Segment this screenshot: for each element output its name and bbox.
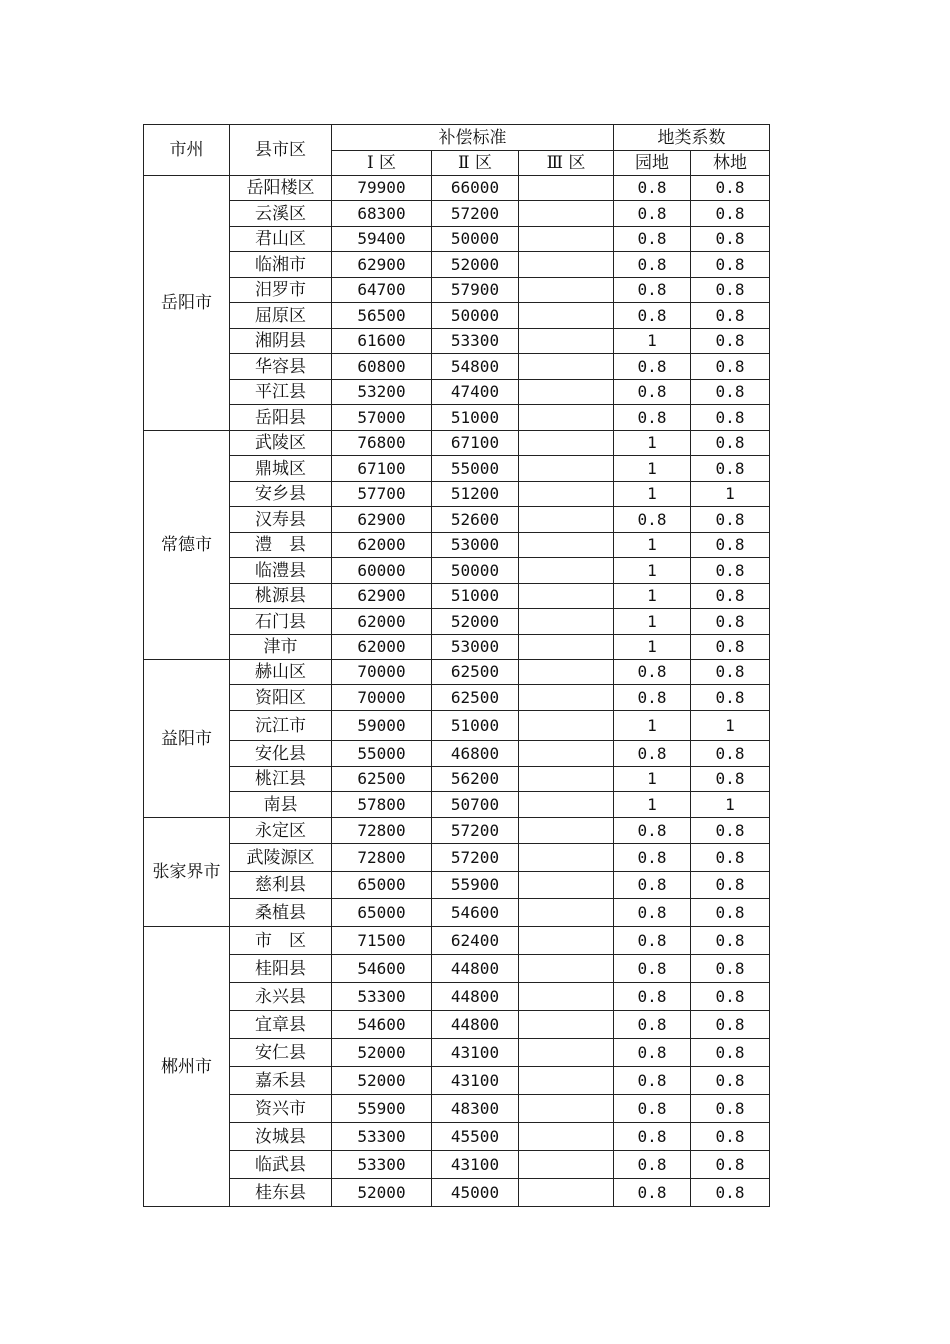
- z1-cell: 62900: [332, 584, 432, 609]
- county-cell: 桃江县: [230, 767, 332, 792]
- z1-cell: 79900: [332, 176, 432, 201]
- garden-cell: 0.8: [614, 227, 691, 252]
- z2-cell: 57200: [432, 844, 519, 872]
- z2-cell: 47400: [432, 380, 519, 405]
- z1-cell: 62900: [332, 507, 432, 533]
- z2-cell: 43100: [432, 1067, 519, 1095]
- forest-cell: 0.8: [691, 685, 770, 711]
- forest-cell: 0.8: [691, 1095, 770, 1123]
- county-cell: 汝城县: [230, 1123, 332, 1151]
- z3-cell: [519, 227, 614, 252]
- z3-cell: [519, 507, 614, 533]
- forest-cell: 0.8: [691, 1011, 770, 1039]
- z3-cell: [519, 660, 614, 685]
- z2-cell: 52000: [432, 252, 519, 278]
- forest-cell: 0.8: [691, 609, 770, 635]
- county-cell: 桃源县: [230, 584, 332, 609]
- forest-cell: 0.8: [691, 818, 770, 844]
- forest-cell: 0.8: [691, 635, 770, 660]
- z2-cell: 57200: [432, 201, 519, 227]
- z1-cell: 61600: [332, 329, 432, 354]
- garden-cell: 0.8: [614, 354, 691, 380]
- z2-cell: 57200: [432, 818, 519, 844]
- garden-cell: 0.8: [614, 1067, 691, 1095]
- z2-cell: 51000: [432, 584, 519, 609]
- z3-cell: [519, 955, 614, 983]
- forest-cell: 0.8: [691, 278, 770, 303]
- forest-cell: 0.8: [691, 227, 770, 252]
- z3-cell: [519, 1067, 614, 1095]
- garden-cell: 0.8: [614, 252, 691, 278]
- z3-cell: [519, 482, 614, 507]
- z1-cell: 54600: [332, 955, 432, 983]
- z1-cell: 53300: [332, 983, 432, 1011]
- z1-cell: 62000: [332, 635, 432, 660]
- z2-cell: 50000: [432, 227, 519, 252]
- table-row: [144, 899, 770, 927]
- table-row: [144, 660, 770, 685]
- table-row: [144, 303, 770, 329]
- table-row: [144, 711, 770, 741]
- z3-cell: [519, 685, 614, 711]
- garden-cell: 0.8: [614, 818, 691, 844]
- forest-cell: 0.8: [691, 533, 770, 558]
- garden-cell: 0.8: [614, 1039, 691, 1067]
- table-row: [144, 927, 770, 955]
- z1-cell: 52000: [332, 1179, 432, 1207]
- garden-cell: 1: [614, 792, 691, 818]
- z2-cell: 55900: [432, 872, 519, 899]
- z1-cell: 57000: [332, 405, 432, 431]
- forest-cell: 0.8: [691, 252, 770, 278]
- county-cell: 宜章县: [230, 1011, 332, 1039]
- county-cell: 岳阳县: [230, 405, 332, 431]
- z3-cell: [519, 767, 614, 792]
- county-cell: 桂东县: [230, 1179, 332, 1207]
- garden-cell: 1: [614, 558, 691, 584]
- z2-cell: 62500: [432, 660, 519, 685]
- forest-cell: 0.8: [691, 955, 770, 983]
- z3-cell: [519, 252, 614, 278]
- table-row: [144, 983, 770, 1011]
- forest-cell: 0.8: [691, 1151, 770, 1179]
- forest-cell: 1: [691, 792, 770, 818]
- z2-cell: 50000: [432, 558, 519, 584]
- garden-cell: 0.8: [614, 507, 691, 533]
- garden-cell: 1: [614, 584, 691, 609]
- forest-cell: 0.8: [691, 380, 770, 405]
- z3-cell: [519, 303, 614, 329]
- garden-cell: 1: [614, 431, 691, 456]
- z1-cell: 52000: [332, 1039, 432, 1067]
- header-standard: 补偿标准: [332, 125, 614, 151]
- table-row: [144, 482, 770, 507]
- z2-cell: 45000: [432, 1179, 519, 1207]
- county-cell: 武陵区: [230, 431, 332, 456]
- table-row: [144, 1095, 770, 1123]
- forest-cell: 1: [691, 711, 770, 741]
- table-row: [144, 1067, 770, 1095]
- z2-cell: 62400: [432, 927, 519, 955]
- forest-cell: 0.8: [691, 1179, 770, 1207]
- table-row: [144, 767, 770, 792]
- z1-cell: 70000: [332, 685, 432, 711]
- city-cell: 张家界市: [144, 818, 230, 927]
- county-cell: 临武县: [230, 1151, 332, 1179]
- z3-cell: [519, 1039, 614, 1067]
- county-cell: 华容县: [230, 354, 332, 380]
- z1-cell: 52000: [332, 1067, 432, 1095]
- table-row: [144, 558, 770, 584]
- z3-cell: [519, 354, 614, 380]
- county-cell: 安仁县: [230, 1039, 332, 1067]
- z3-cell: [519, 872, 614, 899]
- table-row: [144, 741, 770, 767]
- county-cell: 汉寿县: [230, 507, 332, 533]
- header-zone-3: Ⅲ 区: [519, 151, 614, 176]
- table-row: [144, 329, 770, 354]
- table-row: [144, 1151, 770, 1179]
- garden-cell: 0.8: [614, 844, 691, 872]
- county-cell: 石门县: [230, 609, 332, 635]
- z1-cell: 70000: [332, 660, 432, 685]
- forest-cell: 0.8: [691, 1067, 770, 1095]
- forest-cell: 0.8: [691, 1039, 770, 1067]
- z1-cell: 53300: [332, 1151, 432, 1179]
- county-cell: 云溪区: [230, 201, 332, 227]
- z3-cell: [519, 844, 614, 872]
- z1-cell: 60000: [332, 558, 432, 584]
- z1-cell: 65000: [332, 899, 432, 927]
- z1-cell: 59000: [332, 711, 432, 741]
- z1-cell: 76800: [332, 431, 432, 456]
- forest-cell: 0.8: [691, 927, 770, 955]
- table-row: [144, 872, 770, 899]
- z2-cell: 52600: [432, 507, 519, 533]
- garden-cell: 0.8: [614, 1095, 691, 1123]
- garden-cell: 1: [614, 482, 691, 507]
- forest-cell: 0.8: [691, 303, 770, 329]
- z3-cell: [519, 329, 614, 354]
- city-cell: 常德市: [144, 431, 230, 660]
- county-cell: 安化县: [230, 741, 332, 767]
- z2-cell: 53000: [432, 533, 519, 558]
- table-row: [144, 1179, 770, 1207]
- z2-cell: 62500: [432, 685, 519, 711]
- z3-cell: [519, 818, 614, 844]
- county-cell: 桑植县: [230, 899, 332, 927]
- z3-cell: [519, 533, 614, 558]
- z3-cell: [519, 1011, 614, 1039]
- garden-cell: 0.8: [614, 278, 691, 303]
- z2-cell: 53300: [432, 329, 519, 354]
- city-cell: 益阳市: [144, 660, 230, 818]
- county-cell: 市 区: [230, 927, 332, 955]
- county-cell: 临澧县: [230, 558, 332, 584]
- z1-cell: 62500: [332, 767, 432, 792]
- table-row: [144, 405, 770, 431]
- z3-cell: [519, 711, 614, 741]
- z2-cell: 45500: [432, 1123, 519, 1151]
- garden-cell: 0.8: [614, 1179, 691, 1207]
- city-cell: 郴州市: [144, 927, 230, 1207]
- county-cell: 桂阳县: [230, 955, 332, 983]
- county-cell: 资阳区: [230, 685, 332, 711]
- z1-cell: 55900: [332, 1095, 432, 1123]
- garden-cell: 1: [614, 711, 691, 741]
- county-cell: 赫山区: [230, 660, 332, 685]
- z3-cell: [519, 278, 614, 303]
- garden-cell: 0.8: [614, 303, 691, 329]
- z3-cell: [519, 176, 614, 201]
- garden-cell: 0.8: [614, 405, 691, 431]
- z1-cell: 62000: [332, 609, 432, 635]
- z3-cell: [519, 1151, 614, 1179]
- z2-cell: 46800: [432, 741, 519, 767]
- forest-cell: 0.8: [691, 354, 770, 380]
- z3-cell: [519, 792, 614, 818]
- county-cell: 临湘市: [230, 252, 332, 278]
- table-row: [144, 533, 770, 558]
- z3-cell: [519, 609, 614, 635]
- z2-cell: 67100: [432, 431, 519, 456]
- z1-cell: 71500: [332, 927, 432, 955]
- county-cell: 鼎城区: [230, 456, 332, 482]
- table-row: [144, 278, 770, 303]
- z3-cell: [519, 927, 614, 955]
- z3-cell: [519, 380, 614, 405]
- z2-cell: 66000: [432, 176, 519, 201]
- table-row: [144, 507, 770, 533]
- county-cell: 屈原区: [230, 303, 332, 329]
- z1-cell: 53300: [332, 1123, 432, 1151]
- county-cell: 津市: [230, 635, 332, 660]
- forest-cell: 0.8: [691, 844, 770, 872]
- z1-cell: 72800: [332, 844, 432, 872]
- table-row: [144, 844, 770, 872]
- table-row: [144, 201, 770, 227]
- z1-cell: 64700: [332, 278, 432, 303]
- forest-cell: 1: [691, 482, 770, 507]
- z1-cell: 57700: [332, 482, 432, 507]
- forest-cell: 0.8: [691, 558, 770, 584]
- forest-cell: 0.8: [691, 660, 770, 685]
- garden-cell: 1: [614, 767, 691, 792]
- county-cell: 慈利县: [230, 872, 332, 899]
- county-cell: 汨罗市: [230, 278, 332, 303]
- garden-cell: 1: [614, 533, 691, 558]
- forest-cell: 0.8: [691, 405, 770, 431]
- header-county: 县市区: [230, 125, 332, 176]
- z2-cell: 52000: [432, 609, 519, 635]
- z2-cell: 56200: [432, 767, 519, 792]
- table-row: [144, 818, 770, 844]
- header-forest: 林地: [691, 151, 770, 176]
- forest-cell: 0.8: [691, 456, 770, 482]
- forest-cell: 0.8: [691, 983, 770, 1011]
- table-row: [144, 792, 770, 818]
- table-row: [144, 1039, 770, 1067]
- z2-cell: 55000: [432, 456, 519, 482]
- z2-cell: 44800: [432, 1011, 519, 1039]
- z3-cell: [519, 1095, 614, 1123]
- compensation-table: [143, 124, 770, 1207]
- county-cell: 澧 县: [230, 533, 332, 558]
- garden-cell: 0.8: [614, 1011, 691, 1039]
- header-zone-1: Ⅰ 区: [332, 151, 432, 176]
- z2-cell: 54800: [432, 354, 519, 380]
- z2-cell: 48300: [432, 1095, 519, 1123]
- city-cell: 岳阳市: [144, 176, 230, 431]
- table-row: [144, 609, 770, 635]
- z3-cell: [519, 456, 614, 482]
- z1-cell: 60800: [332, 354, 432, 380]
- table-row: [144, 955, 770, 983]
- garden-cell: 0.8: [614, 201, 691, 227]
- table-row: [144, 380, 770, 405]
- table-row: [144, 227, 770, 252]
- table-row: [144, 176, 770, 201]
- garden-cell: 0.8: [614, 1123, 691, 1151]
- header-zone-2: Ⅱ 区: [432, 151, 519, 176]
- z1-cell: 62900: [332, 252, 432, 278]
- z1-cell: 68300: [332, 201, 432, 227]
- table-row: [144, 584, 770, 609]
- forest-cell: 0.8: [691, 176, 770, 201]
- forest-cell: 0.8: [691, 741, 770, 767]
- garden-cell: 0.8: [614, 927, 691, 955]
- garden-cell: 1: [614, 609, 691, 635]
- garden-cell: 0.8: [614, 1151, 691, 1179]
- county-cell: 武陵源区: [230, 844, 332, 872]
- z3-cell: [519, 1123, 614, 1151]
- garden-cell: 0.8: [614, 660, 691, 685]
- table-row: [144, 354, 770, 380]
- table-row: [144, 635, 770, 660]
- county-cell: 安乡县: [230, 482, 332, 507]
- z2-cell: 57900: [432, 278, 519, 303]
- table-row: [144, 456, 770, 482]
- z3-cell: [519, 558, 614, 584]
- z2-cell: 53000: [432, 635, 519, 660]
- z2-cell: 51000: [432, 405, 519, 431]
- z1-cell: 53200: [332, 380, 432, 405]
- z3-cell: [519, 431, 614, 456]
- garden-cell: 0.8: [614, 872, 691, 899]
- garden-cell: 0.8: [614, 685, 691, 711]
- county-cell: 湘阴县: [230, 329, 332, 354]
- z2-cell: 43100: [432, 1039, 519, 1067]
- garden-cell: 0.8: [614, 176, 691, 201]
- forest-cell: 0.8: [691, 507, 770, 533]
- forest-cell: 0.8: [691, 767, 770, 792]
- z3-cell: [519, 899, 614, 927]
- county-cell: 南县: [230, 792, 332, 818]
- z1-cell: 67100: [332, 456, 432, 482]
- garden-cell: 1: [614, 635, 691, 660]
- z1-cell: 72800: [332, 818, 432, 844]
- z2-cell: 51200: [432, 482, 519, 507]
- county-cell: 沅江市: [230, 711, 332, 741]
- garden-cell: 1: [614, 456, 691, 482]
- forest-cell: 0.8: [691, 431, 770, 456]
- header-garden: 园地: [614, 151, 691, 176]
- z3-cell: [519, 1179, 614, 1207]
- table-row: [144, 1011, 770, 1039]
- header-city: 市州: [144, 125, 230, 176]
- z1-cell: 57800: [332, 792, 432, 818]
- z3-cell: [519, 635, 614, 660]
- garden-cell: 0.8: [614, 983, 691, 1011]
- z1-cell: 59400: [332, 227, 432, 252]
- z2-cell: 50000: [432, 303, 519, 329]
- z2-cell: 51000: [432, 711, 519, 741]
- z1-cell: 56500: [332, 303, 432, 329]
- forest-cell: 0.8: [691, 329, 770, 354]
- z3-cell: [519, 201, 614, 227]
- county-cell: 永兴县: [230, 983, 332, 1011]
- z2-cell: 44800: [432, 983, 519, 1011]
- z1-cell: 54600: [332, 1011, 432, 1039]
- z3-cell: [519, 983, 614, 1011]
- garden-cell: 0.8: [614, 955, 691, 983]
- header-row-1: [144, 125, 770, 151]
- forest-cell: 0.8: [691, 899, 770, 927]
- z2-cell: 54600: [432, 899, 519, 927]
- table-row: [144, 252, 770, 278]
- forest-cell: 0.8: [691, 584, 770, 609]
- z1-cell: 55000: [332, 741, 432, 767]
- county-cell: 嘉禾县: [230, 1067, 332, 1095]
- z2-cell: 44800: [432, 955, 519, 983]
- garden-cell: 1: [614, 329, 691, 354]
- z2-cell: 50700: [432, 792, 519, 818]
- forest-cell: 0.8: [691, 1123, 770, 1151]
- county-cell: 资兴市: [230, 1095, 332, 1123]
- county-cell: 永定区: [230, 818, 332, 844]
- garden-cell: 0.8: [614, 899, 691, 927]
- forest-cell: 0.8: [691, 872, 770, 899]
- table-row: [144, 1123, 770, 1151]
- county-cell: 平江县: [230, 380, 332, 405]
- garden-cell: 0.8: [614, 380, 691, 405]
- table-row: [144, 431, 770, 456]
- table-row: [144, 685, 770, 711]
- z2-cell: 43100: [432, 1151, 519, 1179]
- z1-cell: 65000: [332, 872, 432, 899]
- z3-cell: [519, 405, 614, 431]
- forest-cell: 0.8: [691, 201, 770, 227]
- county-cell: 君山区: [230, 227, 332, 252]
- header-coef: 地类系数: [614, 125, 770, 151]
- z3-cell: [519, 741, 614, 767]
- garden-cell: 0.8: [614, 741, 691, 767]
- z1-cell: 62000: [332, 533, 432, 558]
- county-cell: 岳阳楼区: [230, 176, 332, 201]
- z3-cell: [519, 584, 614, 609]
